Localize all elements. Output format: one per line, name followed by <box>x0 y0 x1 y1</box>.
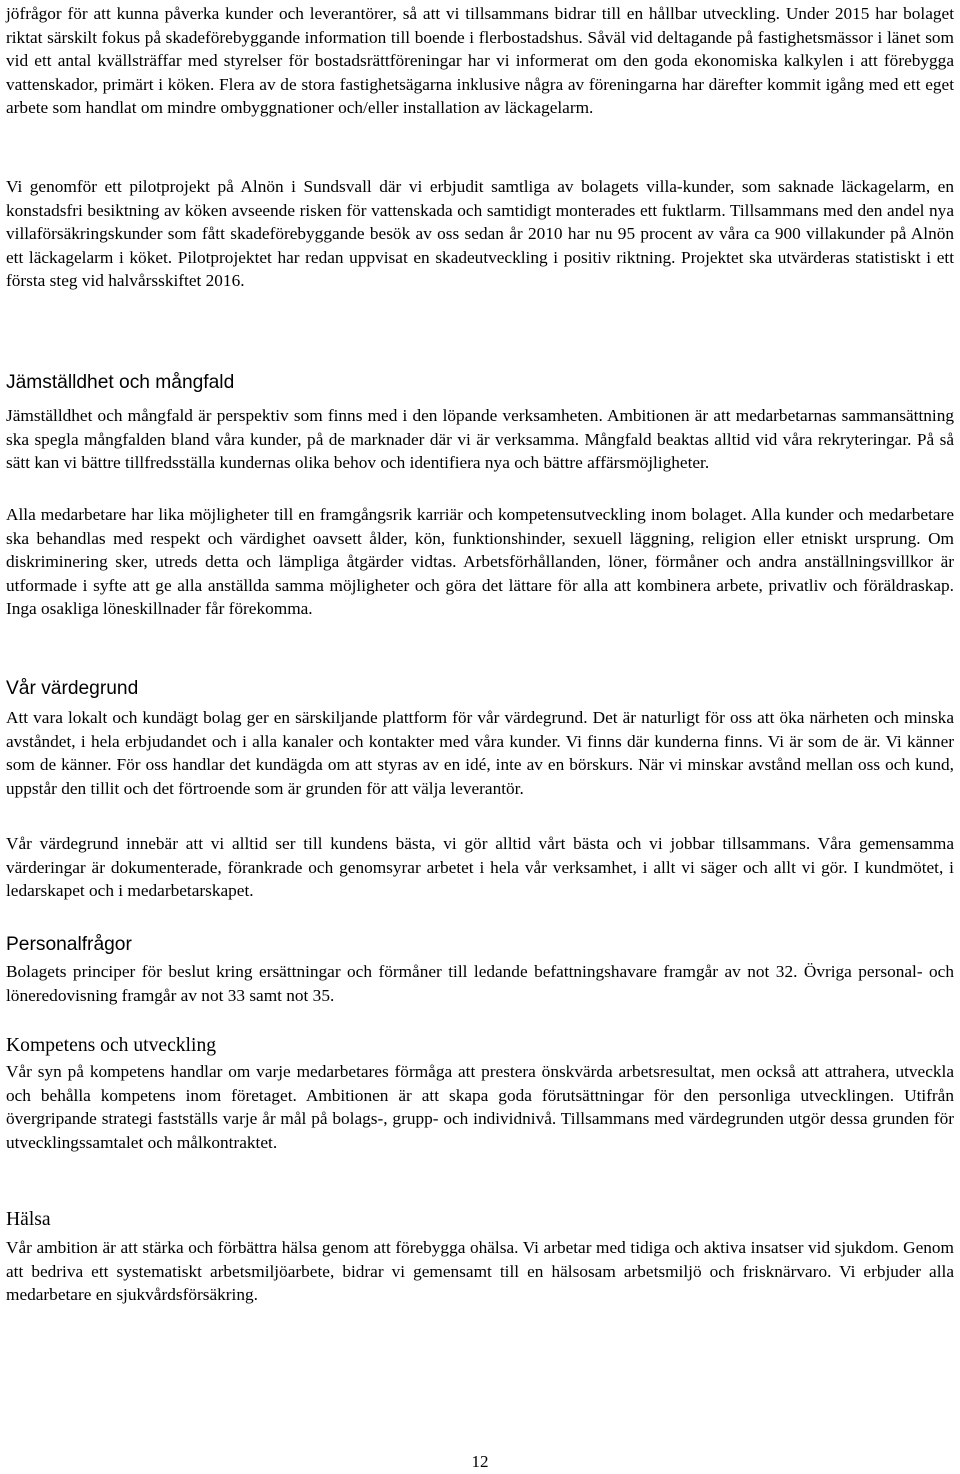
heading-vardegrund: Vår värdegrund <box>6 678 139 699</box>
heading-personalfragor: Personalfrågor <box>6 934 132 955</box>
page-number: 12 <box>471 1452 489 1471</box>
jamstalldhet-paragraph-1: Jämställdhet och mångfald är perspektiv som finns med i den löpande verksamheten. Ambitionen är att medarbetarnas sammansättning ska spegla mångfalden bland våra kunder, på de marknader där vi är verksamma. Mångfald beaktas alltid vid våra rekryteringar. På så sätt kan vi bättre tillfredsställa kundernas olika behov och identifiera nya och bättre affärsmöjligheter. <box>6 406 954 473</box>
kompetens-paragraph: Vår syn på kompetens handlar om varje medarbetares förmåga att prestera önskvärda arbetsresultat, men också att attrahera, utveckla och behålla kompetens inom företaget. Ambitionen är att skapa goda förutsättningar för den personliga utvecklingen. Utifrån övergripande strategi fastställs varje år mål på bolags-, grupp- och individnivå. Tillsammans med värdegrunden utgör dessa grunden för utvecklingssamtalet och målkontraktet. <box>6 1062 954 1152</box>
heading-kompetens: Kompetens och utveckling <box>6 1035 217 1056</box>
jamstalldhet-paragraph-2: Alla medarbetare har lika möjligheter till en framgångsrik karriär och kompetensutveckling inom bolaget. Alla kunder och medarbetare ska behandlas med respekt och värdighet oavsett ålder, kön, funktionshinder, sexuell läggning, religion eller etniskt ursprung. Om diskriminering sker, utreds detta och lämpliga åtgärder vidtas. Arbetsförhållanden, löner, förmåner och andra anställningsvillkor är utformade i syfte att ge alla anställda samma möjligheter och göra det lättare för alla att kombinera arbete, privatliv och föräldraskap. Inga osakliga löneskillnader får förekomma. <box>6 505 954 619</box>
halsa-paragraph: Vår ambition är att stärka och förbättra hälsa genom att förebygga ohälsa. Vi arbetar med tidiga och aktiva insatser vid sjukdom. Genom att bedriva ett systematiskt arbetsmiljöarbete, bidrar vi gemensamt till en hälsosam arbetsmiljö och frisknärvaro. Vi erbjuder alla medarbetare en sjukvårdsförsäkring. <box>6 1238 954 1305</box>
personal-paragraph: Bolagets principer för beslut kring ersättningar och förmåner till ledande befattningshavare framgår av not 32. Övriga personal- och löneredovisning framgår av not 33 samt not 35. <box>6 962 954 1005</box>
heading-halsa: Hälsa <box>6 1209 51 1230</box>
vardegrund-paragraph-2: Vår värdegrund innebär att vi alltid ser till kundens bästa, vi gör alltid vårt bästa och vi jobbar tillsammans. Våra gemensamma värderingar är dokumenterade, förankrade och genomsyrar arbetet i hela vår verksamhet, i allt vi säger och allt vi gör. I kundmötet, i ledarskapet och i medarbetarskapet. <box>6 834 954 901</box>
intro-paragraph-1: jöfrågor för att kunna påverka kunder och leverantörer, så att vi tillsammans bidrar till en hållbar utveckling. Under 2015 har bolaget riktat särskilt fokus på skadeförebyggande information till boende i flerbostadshus. Såväl vid deltagande på fastighetsmässor i länet som vid ett antal kvällsträffar med styrelser för bostadsrättföreningar har vi informerat om den goda ekonomiska kalkylen i att förebygga vattenskador, primärt i köken. Flera av de stora fastighetsägarna inklusive några av föreningarna har därefter kommit igång med ett eget arbete som handlat om mindre ombyggnationer och/eller installation av läckagelarm. <box>6 4 954 118</box>
heading-jamstalldhet: Jämställdhet och mångfald <box>6 372 235 393</box>
vardegrund-paragraph-1: Att vara lokalt och kundägt bolag ger en särskiljande plattform för vår värdegrund. Det är naturligt för oss att öka närheten och minska avståndet, i hela erbjudandet och i alla kanaler och kontakter med våra kunder. Vi finns där kunderna finns. Vi är som de är. Vi känner som de känner. För oss handlar det kundägda om att styras av en idé, inte av en börskurs. När vi minskar avstånd mellan oss och kund, uppstår den tillit och det förtroende som är grunden för att välja leverantör. <box>6 708 954 798</box>
intro-paragraph-2: Vi genomför ett pilotprojekt på Alnön i Sundsvall där vi erbjudit samtliga av bolagets villa-kunder, som saknade läckagelarm, en konstadsfri besiktning av köken avseende risken för vattenskada och samtidigt monterades ett fuktlarm. Tillsammans med den andel nya villaförsäkringskunder som fått skadeförebyggande besök av oss sedan år 2010 har nu 95 procent av våra ca 900 villakunder på Alnön ett läckagelarm i köket. Pilotprojektet har redan uppvisat en skadeutveckling i positiv riktning. Projektet ska utvärderas statistiskt i ett första steg vid halvårsskiftet 2016. <box>6 177 954 291</box>
